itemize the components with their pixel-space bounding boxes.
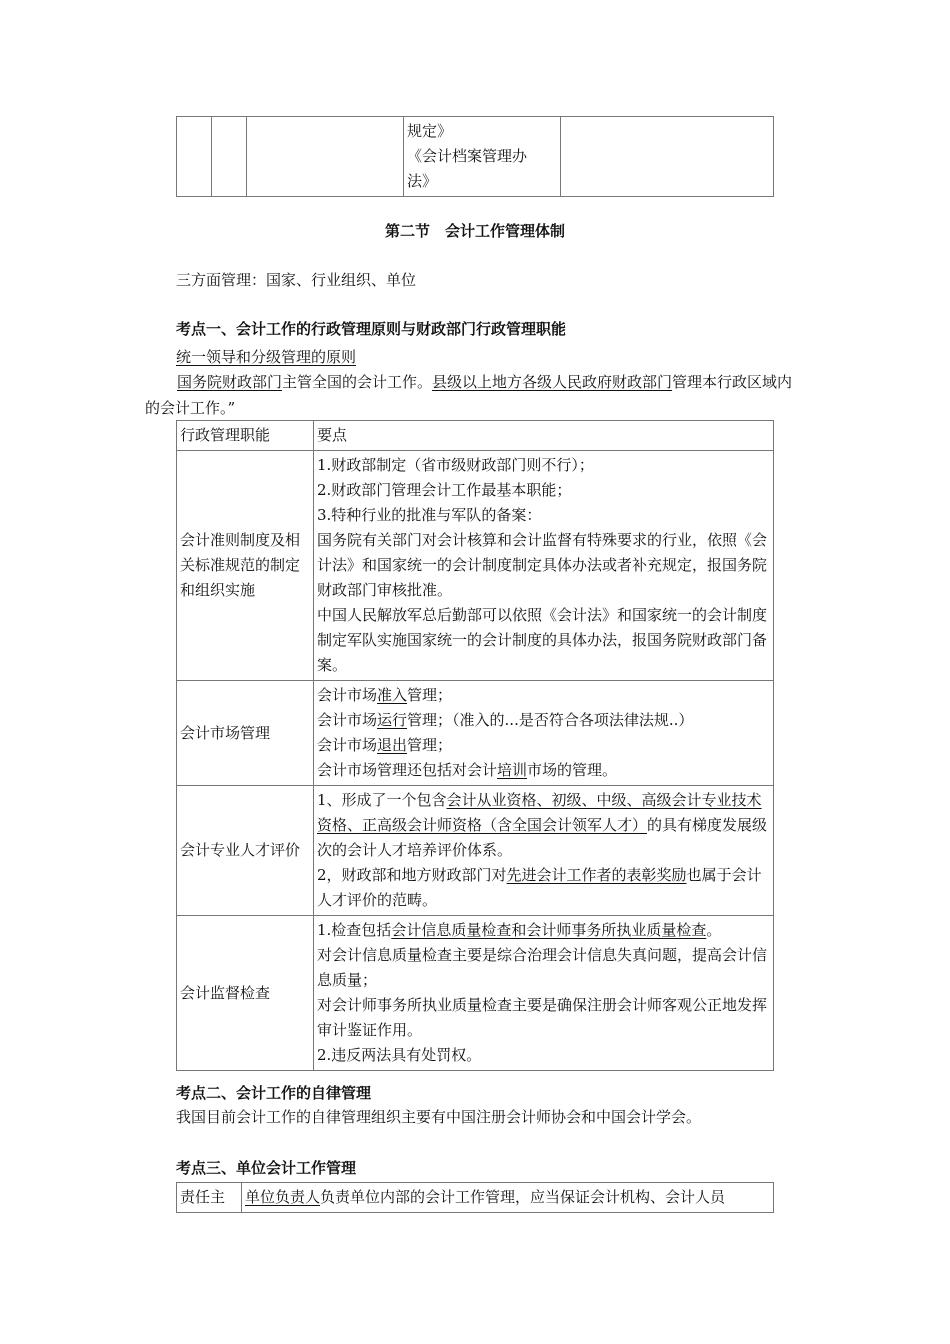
principle-text-part: 主管全国的会计工作。 <box>282 373 433 391</box>
table-row <box>177 786 774 916</box>
content-line: 1.检查包括会计信息质量检查和会计师事务所执业质量检查。 <box>317 921 722 939</box>
content-line: 3.特种行业的批准与军队的备案： <box>317 506 542 524</box>
content-line: 1.财政部制定（省市级财政部门则不行）； <box>317 456 594 474</box>
row-label: 会计市场管理 <box>177 681 314 786</box>
content-line: 2.违反两法具有处罚权。 <box>317 1046 482 1064</box>
row-content <box>314 451 774 681</box>
admin-functions-table <box>176 420 774 1071</box>
point3-heading: 考点三、单位会计工作管理 <box>176 1159 357 1177</box>
section-title: 第二节 会计工作管理体制 <box>384 222 565 240</box>
content-line: 2，财政部和地方财政部门对先进会计工作者的表彰奖励也属于会计人才评价的范畴。 <box>317 866 762 909</box>
row-label: 会计准则制度及相关标准规范的制定和组织实施 <box>177 451 314 681</box>
table-row <box>177 681 774 786</box>
top-table-cell <box>561 117 774 197</box>
content-line: 对会计师事务所执业质量检查主要是确保注册会计师客观公正地发挥审计鉴证作用。 <box>317 996 768 1039</box>
point1-heading: 考点一、会计工作的行政管理原则与财政部门行政管理职能 <box>176 320 567 338</box>
principle-text-part: 管理本行政区域内的会计工作。” <box>145 373 793 417</box>
principle-text-part: 县级以上地方各级人民政府财政部门 <box>432 373 673 391</box>
top-table-cell <box>247 117 404 197</box>
intro-text: 三方面管理：国家、行业组织、单位 <box>176 271 417 289</box>
content-line: 2.财政部门管理会计工作最基本职能； <box>317 481 572 499</box>
table-row <box>177 916 774 1071</box>
principle-text-part: 国务院财政部门 <box>177 373 283 391</box>
point2-text: 我国目前会计工作的自律管理组织主要有中国注册会计师协会和中国会计学会。 <box>176 1108 702 1126</box>
content-line: 对会计信息质量检查主要是综合治理会计信息失真问题，提高会计信息质量； <box>317 946 768 989</box>
table-header-cell: 行政管理职能 <box>177 421 314 451</box>
row-content <box>314 786 774 916</box>
top-table-cell <box>177 117 212 197</box>
table-row <box>177 421 774 451</box>
table-row <box>177 451 774 681</box>
content-line: 国务院有关部门对会计核算和会计监督有特殊要求的行业，依照《会计法》和国家统一的会计制度制定具体办法或者补充规定，报国务院财政部门审核批准。 <box>317 531 768 599</box>
table-header-cell: 要点 <box>314 421 774 451</box>
content-line: 1、形成了一个包含会计从业资格、初级、中级、高级会计专业技术资格、正高级会计师资格（含全国会计领军人才）的具有梯度发展级次的会计人才培养评价体系。 <box>317 791 768 859</box>
top-table-text-line: 法》 <box>407 172 438 190</box>
row-content <box>314 681 774 786</box>
row-content: 单位负责人负责单位内部的会计工作管理，应当保证会计机构、会计人员 <box>242 1183 774 1213</box>
content-line: 会计市场退出管理； <box>317 736 453 754</box>
row-label: 责任主 <box>177 1183 242 1213</box>
row-label: 会计监督检查 <box>177 916 314 1071</box>
content-line: 会计市场准入管理； <box>317 686 453 704</box>
row-label: 会计专业人才评价 <box>177 786 314 916</box>
top-table-cell <box>212 117 247 197</box>
top-table-cell-text <box>404 117 561 197</box>
top-table <box>176 116 774 197</box>
top-table-text-line: 《会计档案管理办 <box>407 147 528 165</box>
point2-heading: 考点二、会计工作的自律管理 <box>176 1084 372 1102</box>
top-table-text-line: 规定》 <box>407 122 453 140</box>
table-row <box>177 1183 774 1213</box>
unit-management-table <box>176 1182 774 1213</box>
principle-title: 统一领导和分级管理的原则 <box>176 348 357 366</box>
principle-paragraph <box>145 369 805 421</box>
row-content <box>314 916 774 1071</box>
content-line: 会计市场运行管理；（准入的...是否符合各项法律法规..） <box>317 711 694 729</box>
content-line: 会计市场管理还包括对会计培训市场的管理。 <box>317 761 618 779</box>
content-line: 中国人民解放军总后勤部可以依照《会计法》和国家统一的会计制度制定军队实施国家统一的会计制度的具体办法，报国务院财政部门备案。 <box>317 606 768 674</box>
